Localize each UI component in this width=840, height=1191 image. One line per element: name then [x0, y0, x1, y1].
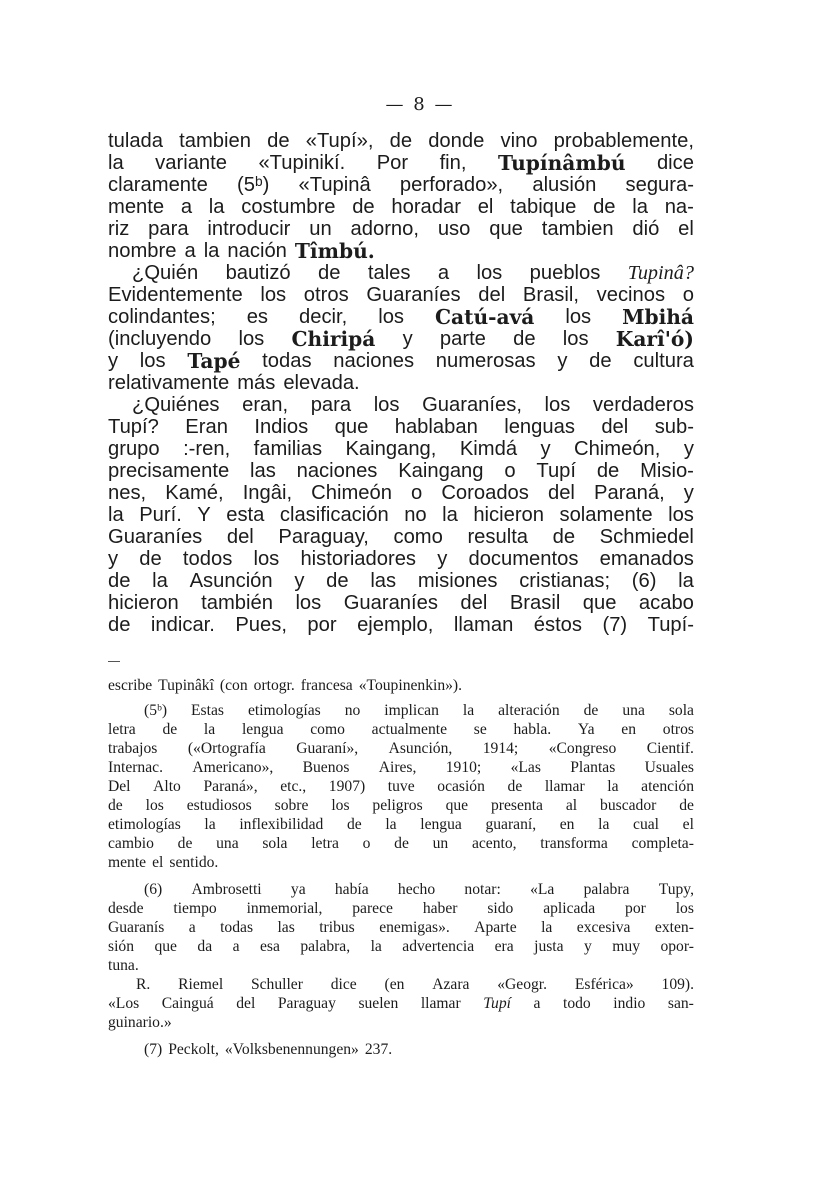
text-line: relativamente más elevada. [108, 372, 360, 394]
text-line: riz para introducir un adorno, uso que tambien dió el [108, 218, 694, 240]
text-line: de la Asunción y de las misiones cristianas; (6) la [108, 570, 694, 592]
text-line: Tupí? Eran Indios que hablaban lenguas del sub- [108, 416, 694, 438]
text-line: nombre a la nación Tîmbú. [108, 239, 375, 263]
text-line: ¿Quiénes eran, para los Guaraníes, los verdaderos [132, 394, 694, 416]
footnotes [108, 676, 694, 1059]
text-line: precisamente las naciones Kaingang o Tupí de Misio- [108, 460, 694, 482]
footnote-line: guinario.» [108, 1014, 172, 1031]
footnote-separator [108, 661, 120, 662]
text-line: Evidentemente los otros Guaraníes del Brasil, vecinos o [108, 284, 694, 306]
page-number: — 8 — [385, 94, 455, 115]
text-line: nes, Kamé, Ingâi, Chimeón o Coroados del Paraná, y [108, 482, 694, 504]
footnote-line: cambio de una sola letra o de un acento, transforma completa- [108, 835, 694, 852]
text-line: de indicar. Pues, por ejemplo, llaman éstos (7) Tupí- [108, 614, 694, 636]
footnote-line: Internac. Americano», Buenos Aires, 1910; «Las Plantas Usuales [108, 759, 694, 776]
footnote-line: desde tiempo inmemorial, parece haber sido aplicada por los [108, 900, 694, 917]
text-line: colindantes; es decir, los Catú-avá los Mbihá [108, 305, 694, 329]
text-line: mente a la costumbre de horadar el tabique de la na- [108, 196, 694, 218]
text-line: Guaraníes del Paraguay, como resulta de Schmiedel [108, 526, 694, 548]
text-line: y los Tapé todas naciones numerosas y de cultura [108, 349, 694, 373]
footnote-line: R. Riemel Schuller dice (en Azara «Geogr. Esférica» 109). [136, 976, 694, 993]
footnote-line: (6) Ambrosetti ya había hecho notar: «La palabra Tupy, [144, 881, 694, 898]
footnote-line: (5ᵇ) Estas etimologías no implican la alteración de una sola [144, 702, 694, 719]
footnote-line: tuna. [108, 957, 139, 974]
text-line: y de todos los historiadores y documentos emanados [108, 548, 694, 570]
footnote-line: de los estudiosos sobre los peligros que presenta al buscador de [108, 797, 694, 814]
footnote-line: mente el sentido. [108, 854, 219, 871]
text-line: ¿Quién bautizó de tales a los pueblos Tupinâ? [132, 262, 694, 284]
footnote-line: trabajos («Ortografía Guaraní», Asunción, 1914; «Congreso Cientif. [108, 740, 694, 757]
footnote-line: letra de la lengua como actualmente se habla. Ya en otros [108, 721, 694, 738]
text-line: la Purí. Y esta clasificación no la hicieron solamente los [108, 504, 694, 526]
footnote-line: escribe Tupinâkî (con ortogr. francesa «Toupinenkin»). [108, 677, 463, 694]
body-text [108, 130, 694, 636]
footnote-line: (7) Peckolt, «Volksbenennungen» 237. [144, 1041, 393, 1058]
footnote-line: «Los Cainguá del Paraguay suelen llamar Tupí a todo indio san- [108, 995, 694, 1012]
text-line: tulada tambien de «Tupí», de donde vino probablemente, [108, 130, 694, 152]
text-line: hicieron también los Guaraníes del Brasil que acabo [108, 592, 694, 614]
text-line: claramente (5ᵇ) «Tupinâ perforado», alusión segura- [108, 174, 694, 196]
footnote-line: sión que da a esa palabra, la advertencia era justa y muy opor- [108, 938, 694, 955]
footnote-line: etimologías la inflexibilidad de la lengua guaraní, en la cual el [108, 816, 694, 833]
text-line: grupo :-ren, familias Kaingang, Kimdá y Chimeón, y [108, 438, 694, 460]
text-line: (incluyendo los Chiripá y parte de los Karî'ó) [108, 327, 694, 351]
text-line: la variante «Tupinikí. Por fin, Tupínâmbú dice [108, 151, 694, 175]
footnote-line: Del Alto Paraná», etc., 1907) tuve ocasión de llamar la atención [108, 778, 694, 795]
footnote-line: Guaranís a todas las tribus enemigas». Aparte la excesiva exten- [108, 919, 694, 936]
